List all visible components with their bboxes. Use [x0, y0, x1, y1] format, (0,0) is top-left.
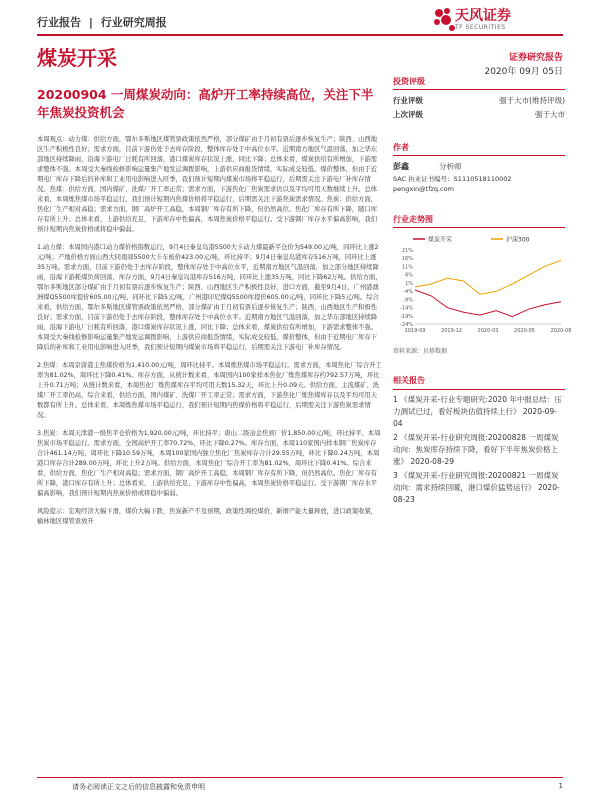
report-type: 证券研究报告 — [508, 53, 563, 63]
y-tick-label: 16% — [401, 256, 413, 263]
category-weekly: 行业研究周报 — [100, 16, 167, 29]
prev-rating-label: 上次评级 — [393, 110, 423, 119]
header-divider — [37, 34, 563, 36]
footer-disclaimer: 请务必阅读正文之后的信息披露和免责申明 — [72, 783, 205, 791]
category-industry-report: 行业报告 — [37, 16, 81, 29]
report-title: 20200904 一周煤炭动向：高炉开工率持续高位，关注下半年焦炭投资机会 — [37, 87, 374, 120]
rating-label: 行业评级 — [393, 96, 423, 105]
related-report[interactable]: 2 《煤炭开采-行业研究周报:20200828 一周煤炭动向：焦炭库存持续下降，看好下半年焦炭价格上涨》 2020-08-29 — [393, 433, 559, 466]
sidebar — [393, 76, 572, 508]
legend-label: 煤炭开采 — [428, 236, 453, 244]
footer-divider — [37, 777, 563, 778]
industry-trend-chart — [393, 232, 572, 342]
y-tick-label: 6% — [405, 272, 413, 279]
x-tick-label: 2020-05 — [514, 328, 535, 334]
related-report[interactable]: 3 《煤炭开采-行业研究周报:20200821 一周煤炭动向：需求持续回暖，港口煤价猛势运行》 2020-08-23 — [393, 471, 560, 504]
y-tick-label: -19% — [400, 313, 413, 320]
chart-source: 资料来源：贝格数据 — [393, 348, 448, 355]
author-email: pengxin@tfzq.com — [393, 185, 454, 193]
author-heading: 作者 — [393, 142, 565, 156]
sector-title: 煤炭开采 — [37, 46, 117, 70]
paragraph-coke: 3.焦炭：本周天津港一级焦平仓价格为1,920.00元/吨，环比持平；唐山二级冶金焦到厂价1,850.00元/吨，环比持平。本周焦炭市场平稳运行。需求方面，全国高炉开工率70.72%，环比下降0.27%。库存方面，本周110家国内样本钢厂焦炭库存合计461.14万吨，周环比下降10.59万吨，本周100家国内独立焦化厂焦炭库存合计29.55万吨，环比下降0.24万吨，本周港口库存合计289.00万吨，环比上升2万吨。供给方面，本周焦化厂综合开工率为81.02%，周环比下降0.41%。综合来看，供给方面，焦化厂生产相对高稳；需求方面，钢厂高炉开工高稳，本周钢厂库存有所下降，但仍然高位。焦化厂库存有所下降，港口库存有所上升；总体看来，上游供给充足，下游库存中性偏高，本周焦炭价格平稳运行。受下游钢厂库存水平偏高影响，我们预计短期内焦炭价格或将稳中偏弱。 — [37, 430, 381, 497]
y-tick-label: 1% — [405, 280, 413, 287]
paragraph-risk: 风险提示：宏观经济大幅下滑，煤价大幅下跌，焦炭新产不及预期，政策性调控煤价，新增产能大量释放，进口政策收紧，榆林地区煤管票放开 — [37, 508, 378, 525]
rating-value: 强于大市(维持评级) — [499, 96, 565, 105]
series-line — [415, 290, 561, 317]
author-role: 分析师 — [439, 162, 462, 171]
series-line — [415, 260, 561, 294]
category-separator: | — [88, 16, 93, 29]
prev-rating-row — [393, 108, 565, 122]
header-category — [37, 14, 171, 30]
author-row — [393, 160, 565, 174]
x-tick-label: 2020-08 — [550, 328, 572, 334]
prev-rating-value: 强于大市 — [535, 110, 565, 119]
y-tick-label: -24% — [400, 322, 413, 328]
paragraph-summary: 本周观点：动力煤：供给方面，鄂尔多斯地区煤管票政策依然严格，部分煤矿由于月初有票后逐步恢复生产；陕西、山西地区生产积极性良好；需求方面，目前下游仍处于去库存阶段，整体库存处于中高位水平。近期南方地区气温回落，加之华东部地区持续降雨，沿海下游电厂日耗有所回落，港口煤炭库存状况上涨，同比下降；总体来看，煤炭供给有所增加，下游需求整体不强。本周受大秦线检修影响运量集产地发运调拨影响，上游供应商报货情绪，实际成交较低。煤价整体，但由于近期电厂库存下降后的补库和工业用电影响进入旺季，我们预计短期内煤炭市场将平稳运行，后期需关注下游电厂补库存情况。焦煤：供给方面，国内煤矿、洗煤厂开工率正常；需求方面，下游焦化厂焦炭需求仍以及平均可用天数继续上升。总体来看，本周炼焦煤市场平稳运行，我们预计短期内焦煤价格将平稳运行，后期需关注下游焦炭需求情况。焦炭：供给方面，焦化厂生产相对高稳；需求方面，钢厂高炉开工高稳，本周钢厂库存有所下降，但仍然高位。焦化厂库存有所下降，随口库存有所上升；总体来看，上游供给充足，下游库存中性偏高，本周焦炭价格平稳运行。受下游钢厂库存水平偏高影响，我们预计短期内焦炭价格或将稳中偏弱。 — [37, 136, 378, 233]
y-tick-label: -9% — [403, 297, 413, 304]
x-tick-label: 2019-09 — [404, 328, 426, 334]
logo-text-en: TF SECURITIES — [455, 24, 506, 31]
x-tick-label: 2019-12 — [441, 328, 462, 334]
y-tick-label: -14% — [400, 305, 413, 312]
main-body — [37, 135, 382, 535]
y-tick-label: 21% — [401, 248, 413, 254]
author-sac: SAC 执业证书编号：S1110518110002 — [393, 175, 512, 183]
page-number: 1 — [558, 782, 563, 790]
x-tick-label: 2020-03 — [477, 328, 499, 334]
chart-heading: 行业走势图 — [393, 214, 565, 228]
author-name: 彭鑫 — [393, 162, 409, 171]
related-heading: 相关报告 — [393, 375, 565, 390]
report-date: 2020年 09月 05日 — [484, 67, 563, 77]
y-tick-label: -4% — [403, 289, 413, 296]
rating-row — [393, 94, 565, 108]
y-tick-label: 11% — [401, 264, 413, 271]
logo-text-cn: 天风证券 — [455, 8, 511, 24]
rating-heading: 投资评级 — [393, 76, 565, 90]
paragraph-thermal-coal: 1.动力煤：本周国内港口动力煤价格指数运行，9月4日秦皇岛港5500大卡动力煤最新平仓价为549.00元/吨，同环比上涨2元/吨；产地价格方面山西大同南郊5500大卡车板价423.00元/吨，环比持平；9月4日秦皇岛港库存516万吨，同环比上涨35万吨。需求方面，目前下游仍处于去库存阶段，整体库存处于中高位水平，近期南方地区气温回落，加之部分地区持续降雨，沿海下游耗煤负荷回落，库存方面，9月4日秦皇岛港库存516万吨，同环比上涨35万吨，同比下降62万吨。供给方面，鄂尔多斯地区部分煤矿由于月初有票后逐步恢复生产；陕西、山西地区生产积极性良好，进口方面，截至9月4日，广州港澳洲煤Q5500库提价605.00元/吨，同环比下降5元/吨，广州港印尼煤Q5500库提价605.00元/吨，同环比下降5元/吨。综合来看，供给方面，鄂尔多斯地区煤管票政策依然严格，部分煤矿由于月初有票后逐步恢复生产；陕西、山西地区生产积极性良好；需求方面，目前下游仍处于去库存阶段，整体库存处于中高位水平。近期南方地区气温回落，加之华东部地区持续降雨，沿海下游电厂日耗有所回落，港口煤炭库存状况上涨，同比下降；总体来看，煤炭供给有所增加，下游需求整体不强。本周受大秦线检修影响运量集产地发运调拨影响，上游供应商报货情绪，实际成交较低。煤价整体，但由于近期电厂库存下降后的补库和工业用电影响进入旺季，我们预计短期内煤炭市场将平稳运行，后期需关注下游电厂补库存情况。 — [37, 244, 382, 351]
paragraph-coking-coal: 2.焦煤：本周京唐港主焦煤价格为1,410.00元/吨，周环比持平。本周炼焦煤市场平稳运行。需求方面，本周焦化厂综合开工率为81.02%，周环比下降0.41%。库存方面，从统计数来看，本周国内100家样本焦化厂炼焦煤库存约792.57万吨，环比上升0.71万吨；从统计数来看，本周焦化厂炼焦煤库存平均可用天数15.32天，环比上升0.09天。供给方面，主流煤矿、洗煤厂开工率仍高，综合来看，供给方面，国内煤矿、洗煤厂开工率正常；需求方面，下游焦化厂炼焦煤库存以及平均可用天数都有所上升。总体来看，本周炼焦煤市场平稳运行，我们预计短期内焦煤价格将平稳运行，后期需关注下游焦炭需求情况。 — [37, 362, 382, 419]
legend-label: 沪深300 — [506, 236, 530, 244]
related-report[interactable]: 1 《煤炭开采-行业专题研究:2020 年中报总结：压力测试已过，看好板块估值持续上行》 2020-09-04 — [393, 395, 562, 428]
